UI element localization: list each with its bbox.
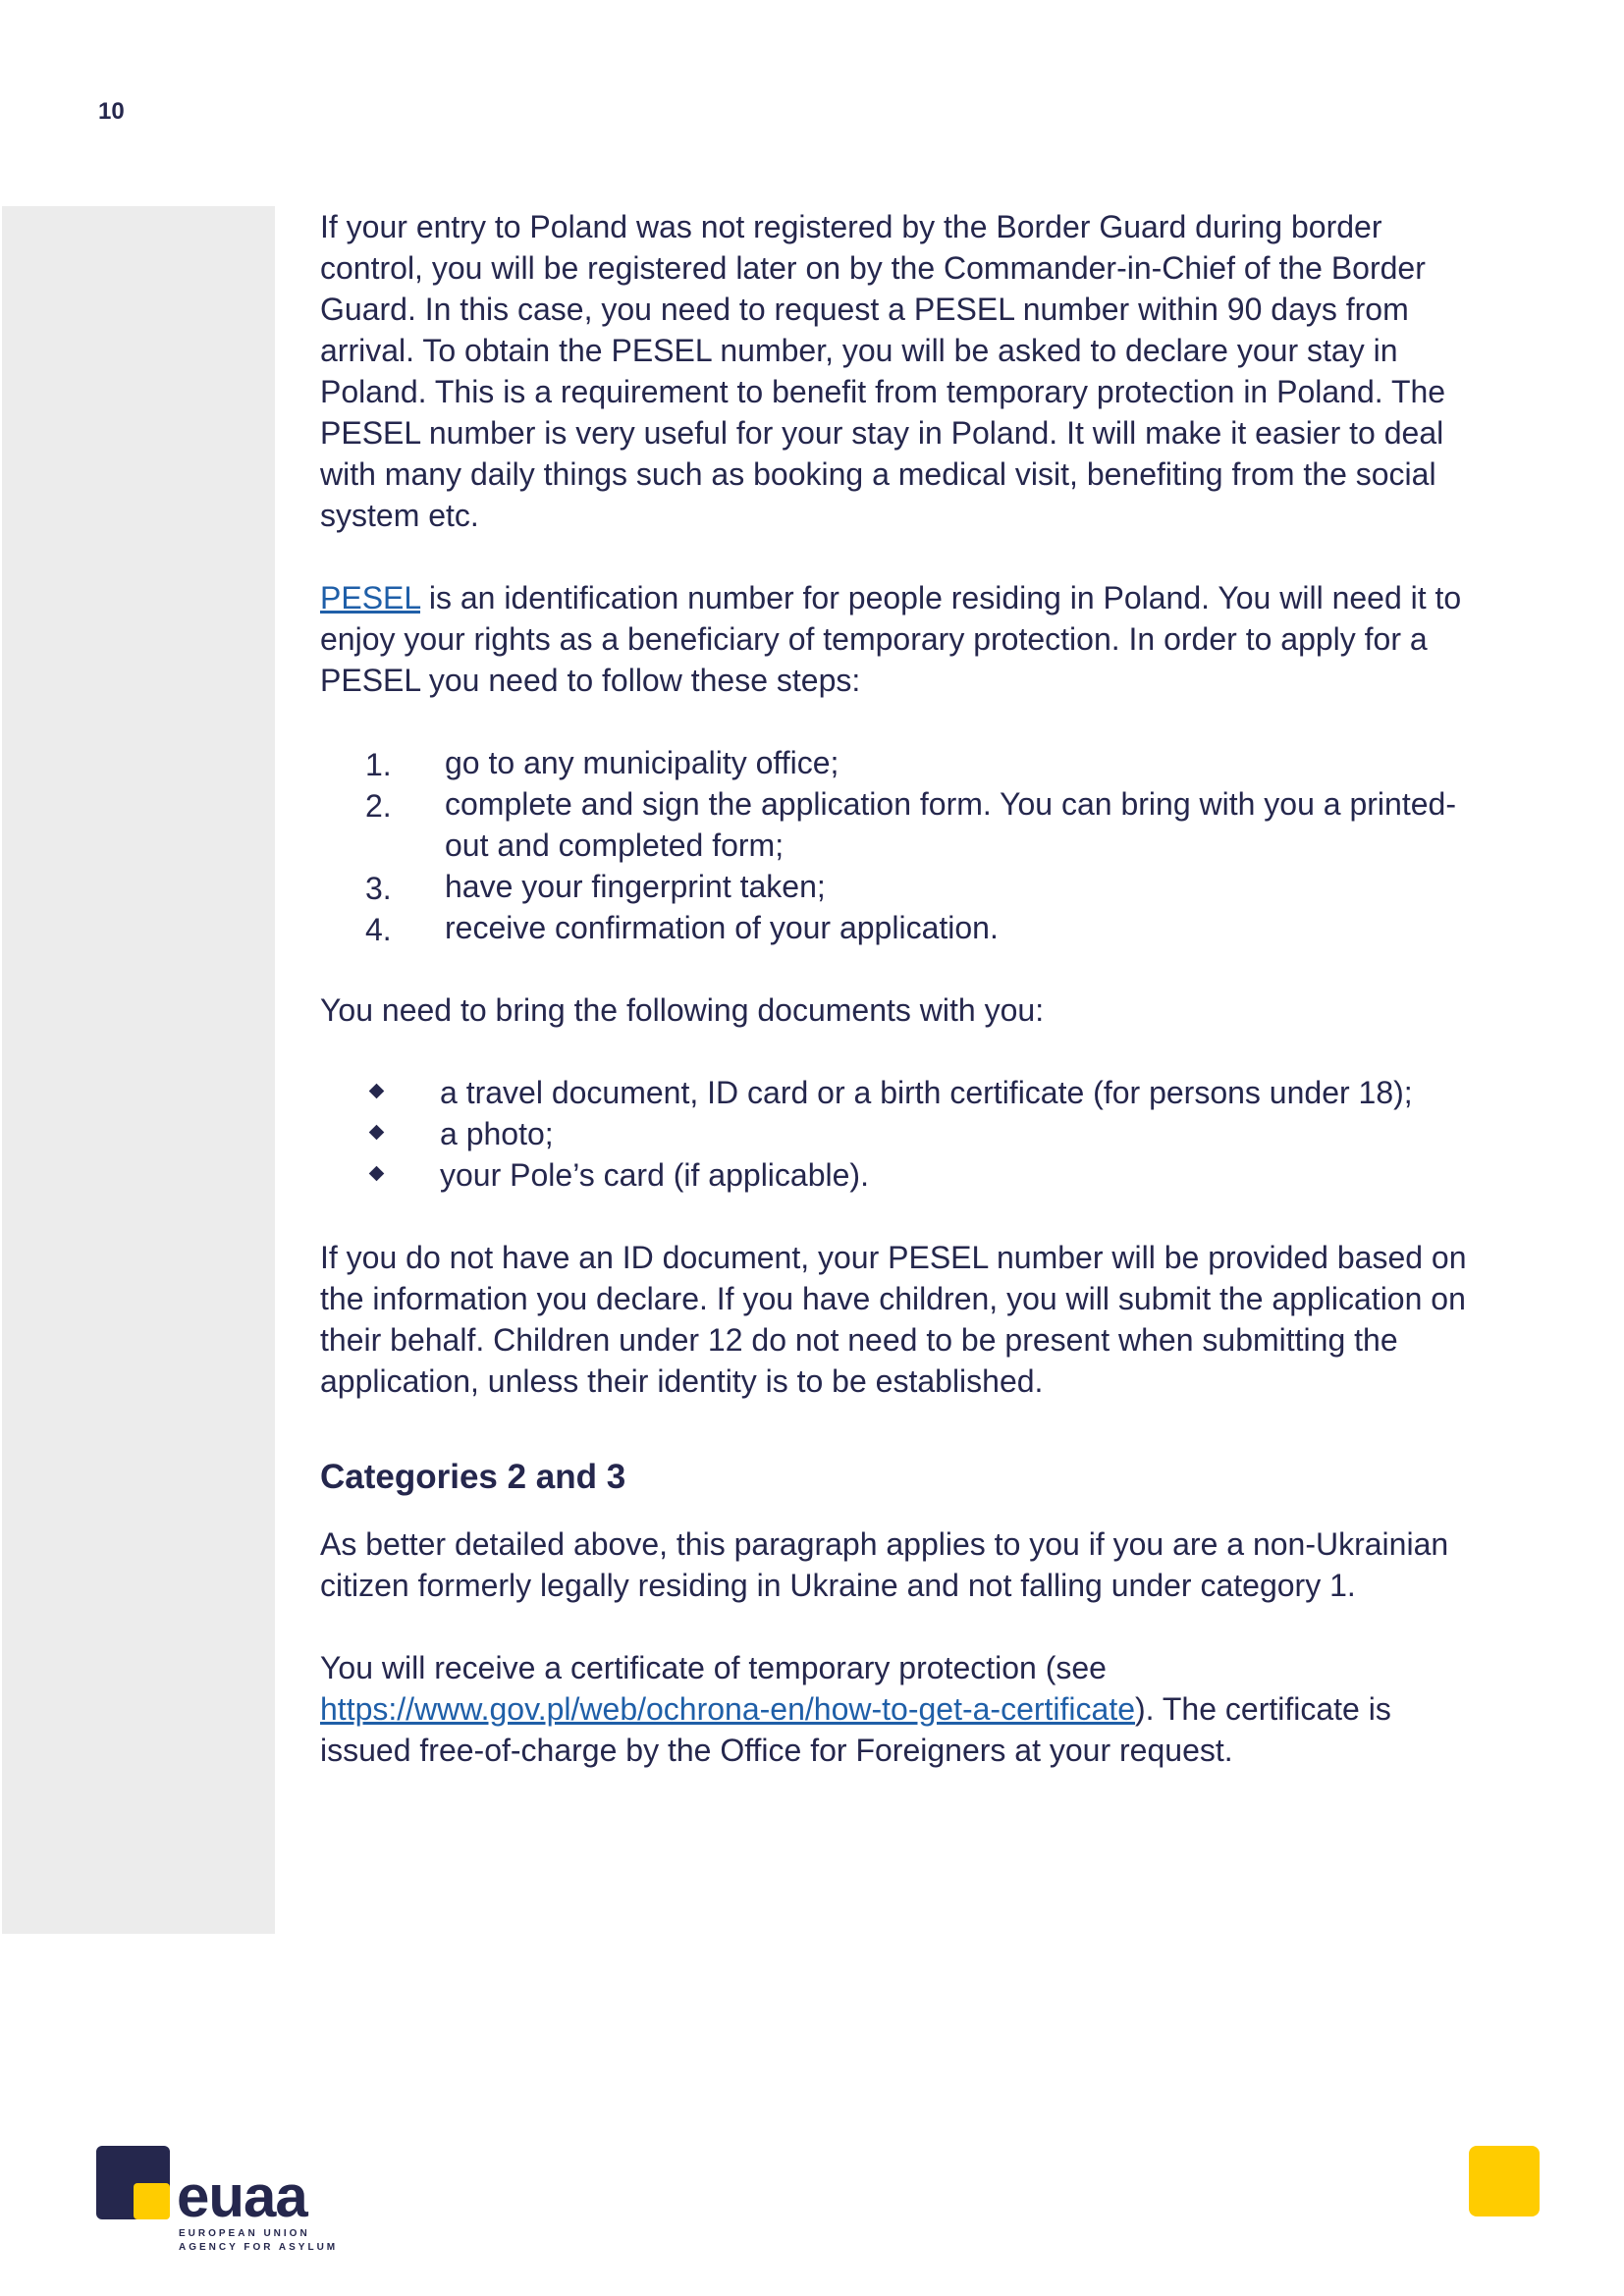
document-text: a travel document, ID card or a birth certificate (for persons under 18); (440, 1075, 1413, 1110)
certificate-text-before: You will receive a certificate of temporary protection (see (320, 1650, 1107, 1685)
step-text: go to any municipality office; (445, 745, 839, 780)
main-content (320, 206, 1489, 1812)
step-number: 1. (365, 747, 392, 782)
pesel-intro-text: is an identification number for people residing in Poland. You will need it to enjoy your rights as a beneficiary of temporary protection. In order to apply for a PESEL you need to follow these steps: (320, 580, 1462, 698)
logo-subtitle-line1: EUROPEAN UNION (179, 2228, 310, 2239)
list-item (320, 866, 1489, 907)
section-heading: Categories 2 and 3 (320, 1458, 626, 1496)
logo-mark-icon (96, 2146, 170, 2219)
list-item (320, 783, 1489, 866)
paragraph-certificate (320, 1647, 1489, 1771)
step-text: have your fingerprint taken; (445, 869, 826, 904)
certificate-link[interactable]: https://www.gov.pl/web/ochrona-en/how-to-get-a-certificate (320, 1691, 1136, 1727)
list-item (320, 742, 1489, 783)
step-number: 2. (365, 788, 392, 824)
step-text: complete and sign the application form. You can bring with you a printed-out and completed form; (445, 786, 1456, 863)
step-text: receive confirmation of your application. (445, 910, 999, 945)
certificate-text-after: ). The certificate is issued free-of-charge by the Office for Foreigners at your request. (320, 1691, 1391, 1768)
list-item (320, 1113, 1489, 1154)
pesel-link[interactable]: PESEL (320, 580, 420, 615)
euaa-logo (96, 2146, 339, 2254)
yellow-square-icon (1469, 2146, 1540, 2216)
step-number: 4. (365, 912, 392, 947)
diamond-bullet-icon (369, 1084, 385, 1099)
diamond-bullet-icon (369, 1166, 385, 1182)
documents-list (320, 1072, 1489, 1196)
paragraph-no-id: If you do not have an ID document, your PESEL number will be provided based on the information you declare. If you have children, you will submit the application on their behalf. Children under 12 do not need to be present when submitting the application, unless their identity is to be established. (320, 1240, 1467, 1399)
paragraph-categories: As better detailed above, this paragraph applies to you if you are a non-Ukrainian citizen formerly legally residing in Ukraine and not falling under category 1. (320, 1526, 1449, 1603)
sidebar-panel (2, 206, 275, 1934)
paragraph-registration: If your entry to Poland was not registered by the Border Guard during border control, you will be registered later on by the Commander-in-Chief of the Border Guard. In this case, you need to request a PESEL number within 90 days from arrival. To obtain the PESEL number, you will be asked to declare your stay in Poland. This is a requirement to benefit from temporary protection in Poland. The PESEL number is very useful for your stay in Poland. It will make it easier to deal with many daily things such as booking a medical visit, benefiting from the social system etc. (320, 209, 1446, 533)
logo-subtitle-line2: AGENCY FOR ASYLUM (179, 2242, 339, 2253)
document-text: your Pole’s card (if applicable). (440, 1157, 869, 1193)
document-text: a photo; (440, 1116, 554, 1151)
logo-wordmark: euaa (177, 2163, 307, 2229)
steps-list (320, 742, 1489, 948)
diamond-bullet-icon (369, 1125, 385, 1141)
step-number: 3. (365, 871, 392, 906)
list-item (320, 907, 1489, 948)
paragraph-pesel-intro (320, 577, 1489, 701)
list-item (320, 1072, 1489, 1113)
paragraph-documents-intro: You need to bring the following documents with you: (320, 992, 1045, 1028)
list-item (320, 1154, 1489, 1196)
page-number: 10 (98, 98, 125, 125)
